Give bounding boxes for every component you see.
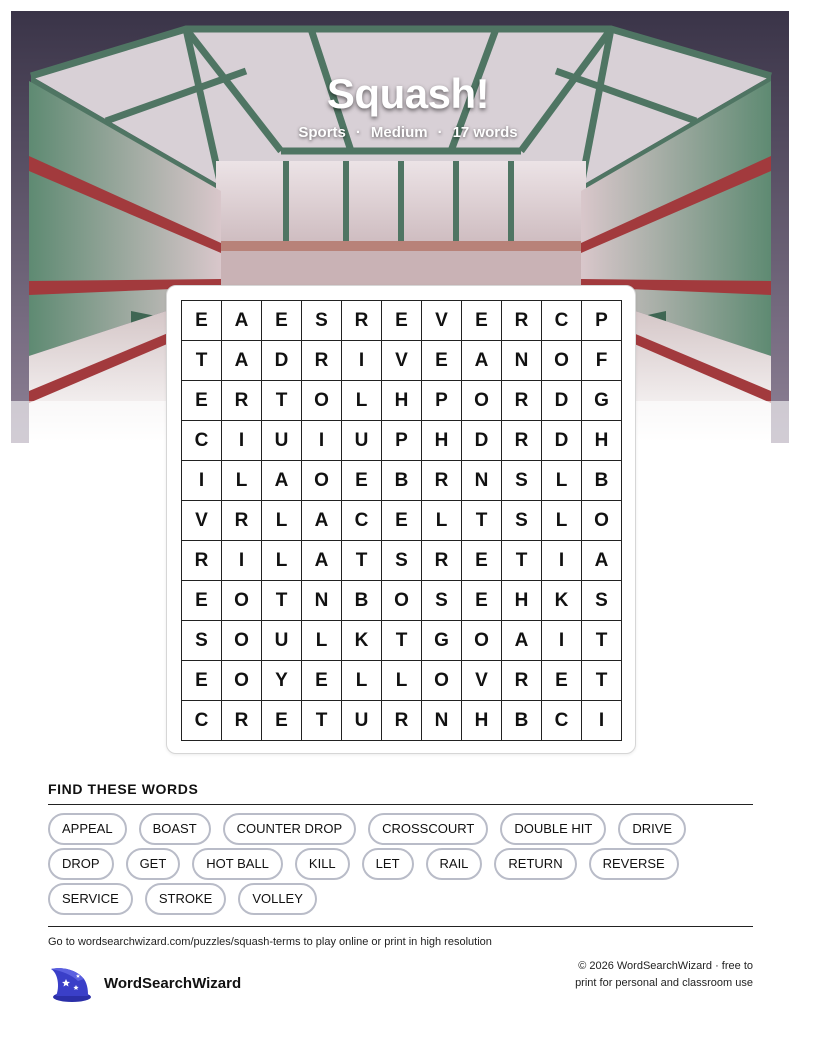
grid-cell[interactable]: A [302, 501, 342, 541]
grid-cell[interactable]: R [502, 381, 542, 421]
grid-cell[interactable]: O [382, 581, 422, 621]
grid-cell[interactable]: L [342, 661, 382, 701]
grid-cell[interactable]: H [382, 381, 422, 421]
copyright-text: © 2026 WordSearchWizard · free to print for personal and classroom use [575, 960, 753, 989]
grid-cell[interactable]: I [582, 701, 622, 741]
grid-cell[interactable]: A [222, 301, 262, 341]
grid-cell[interactable]: H [502, 581, 542, 621]
grid-cell[interactable]: S [502, 501, 542, 541]
grid-cell[interactable]: L [342, 381, 382, 421]
grid-cell[interactable]: K [342, 621, 382, 661]
separator-dot: · [355, 124, 361, 141]
grid-cell[interactable]: E [182, 581, 222, 621]
difficulty-label: Medium [370, 124, 428, 141]
grid-cell[interactable]: I [222, 541, 262, 581]
grid-cell[interactable]: R [502, 301, 542, 341]
grid-cell[interactable]: E [422, 341, 462, 381]
grid-cell[interactable]: R [382, 701, 422, 741]
grid-cell[interactable]: U [342, 421, 382, 461]
grid-cell[interactable]: O [542, 341, 582, 381]
letter-grid [181, 300, 622, 741]
grid-cell[interactable]: R [502, 661, 542, 701]
word-chip: APPEAL [48, 813, 127, 845]
brand [48, 963, 241, 1003]
category-label: Sports [298, 124, 346, 141]
grid-cell[interactable]: S [302, 301, 342, 341]
grid-cell[interactable]: E [542, 661, 582, 701]
grid-cell[interactable]: I [302, 421, 342, 461]
grid-cell[interactable]: O [302, 461, 342, 501]
grid-cell[interactable]: S [502, 461, 542, 501]
grid-cell[interactable]: R [182, 541, 222, 581]
grid-cell[interactable]: R [222, 701, 262, 741]
grid-cell[interactable]: D [542, 381, 582, 421]
grid-cell[interactable]: S [422, 581, 462, 621]
grid-cell[interactable]: S [182, 621, 222, 661]
grid-cell[interactable]: O [222, 621, 262, 661]
grid-cell[interactable]: A [302, 541, 342, 581]
wizard-hat-icon [48, 963, 92, 1003]
grid-cell[interactable]: H [422, 421, 462, 461]
grid-cell[interactable]: T [182, 341, 222, 381]
grid-cell[interactable]: A [582, 541, 622, 581]
grid-cell[interactable]: R [222, 501, 262, 541]
word-chip: RETURN [494, 848, 576, 880]
grid-cell[interactable]: S [382, 541, 422, 581]
grid-cell[interactable]: C [342, 501, 382, 541]
grid-cell[interactable]: D [462, 421, 502, 461]
grid-cell[interactable]: U [262, 621, 302, 661]
grid-cell[interactable]: P [582, 301, 622, 341]
grid-cell[interactable]: I [542, 621, 582, 661]
grid-cell[interactable]: B [502, 701, 542, 741]
puzzle-meta [0, 124, 816, 141]
grid-cell[interactable]: E [302, 661, 342, 701]
grid-cell[interactable]: D [542, 421, 582, 461]
grid-cell[interactable]: T [262, 581, 302, 621]
grid-cell[interactable]: V [422, 301, 462, 341]
grid-cell[interactable]: V [382, 341, 422, 381]
grid-cell[interactable]: E [182, 301, 222, 341]
word-chips [48, 805, 753, 915]
grid-cell[interactable]: B [342, 581, 382, 621]
grid-cell[interactable]: I [342, 341, 382, 381]
grid-cell[interactable]: L [382, 661, 422, 701]
grid-cell[interactable]: E [262, 701, 302, 741]
grid-cell[interactable]: C [542, 701, 582, 741]
word-chip: DROP [48, 848, 114, 880]
grid-cell[interactable]: T [582, 661, 622, 701]
grid-cell[interactable]: L [262, 541, 302, 581]
word-count-label: 17 words [452, 124, 518, 141]
word-chip: GET [126, 848, 181, 880]
word-chip: VOLLEY [238, 883, 317, 915]
grid-cell[interactable]: T [342, 541, 382, 581]
grid-cell[interactable]: V [462, 661, 502, 701]
grid-cell[interactable]: I [542, 541, 582, 581]
grid-cell[interactable]: B [382, 461, 422, 501]
word-chip: DRIVE [618, 813, 686, 845]
grid-cell[interactable]: T [462, 501, 502, 541]
grid-cell[interactable]: E [182, 661, 222, 701]
grid-cell[interactable]: I [222, 421, 262, 461]
puzzle-title: Squash! [326, 70, 490, 117]
grid-cell[interactable]: Y [262, 661, 302, 701]
footer-link-text: Go to wordsearchwizard.com/puzzles/squash-terms to play online or print in high resolution [48, 936, 492, 948]
grid-cell[interactable]: R [422, 541, 462, 581]
grid-cell[interactable]: N [502, 341, 542, 381]
title-block [0, 70, 816, 141]
grid-cell[interactable]: S [582, 581, 622, 621]
grid-cell[interactable]: P [382, 421, 422, 461]
grid-cell[interactable]: R [502, 421, 542, 461]
word-chip: DOUBLE HIT [500, 813, 606, 845]
grid-cell[interactable]: O [422, 661, 462, 701]
grid-cell[interactable]: I [182, 461, 222, 501]
grid-cell[interactable]: N [302, 581, 342, 621]
grid-cell[interactable]: U [262, 421, 302, 461]
grid-cell[interactable]: E [342, 461, 382, 501]
grid-cell[interactable]: O [222, 581, 262, 621]
word-chip: KILL [295, 848, 350, 880]
grid-cell[interactable]: N [422, 701, 462, 741]
grid-cell[interactable]: O [302, 381, 342, 421]
grid-cell[interactable]: E [382, 301, 422, 341]
brand-name: WordSearchWizard [104, 974, 242, 992]
word-chip: STROKE [145, 883, 226, 915]
word-chip: REVERSE [589, 848, 679, 880]
grid-cell[interactable]: G [582, 381, 622, 421]
grid-cell[interactable]: L [262, 501, 302, 541]
word-chip: COUNTER DROP [223, 813, 356, 845]
word-list-section [48, 781, 753, 915]
word-chip: HOT BALL [192, 848, 283, 880]
grid-cell[interactable]: G [422, 621, 462, 661]
grid-cell[interactable]: P [422, 381, 462, 421]
grid-cell[interactable]: L [542, 461, 582, 501]
grid-cell[interactable]: U [342, 701, 382, 741]
grid-cell[interactable]: O [462, 381, 502, 421]
grid-cell[interactable]: V [182, 501, 222, 541]
footer-divider [48, 926, 753, 927]
grid-cell[interactable]: L [302, 621, 342, 661]
grid-cell[interactable]: D [262, 341, 302, 381]
grid-cell[interactable]: A [222, 341, 262, 381]
grid-cell[interactable]: A [502, 621, 542, 661]
grid-cell[interactable]: T [502, 541, 542, 581]
grid-cell[interactable]: R [302, 341, 342, 381]
grid-cell[interactable]: R [342, 301, 382, 341]
puzzle-card [166, 285, 636, 754]
grid-cell[interactable]: E [462, 301, 502, 341]
grid-cell[interactable]: T [382, 621, 422, 661]
grid-cell[interactable]: E [262, 301, 302, 341]
grid-cell[interactable]: F [582, 341, 622, 381]
grid-cell[interactable]: O [222, 661, 262, 701]
grid-cell[interactable]: E [462, 581, 502, 621]
grid-cell[interactable]: O [582, 501, 622, 541]
grid-cell[interactable]: O [462, 621, 502, 661]
grid-cell[interactable]: R [222, 381, 262, 421]
grid-cell[interactable]: L [422, 501, 462, 541]
grid-cell[interactable]: C [182, 421, 222, 461]
grid-cell[interactable]: E [182, 381, 222, 421]
word-list-heading: FIND THESE WORDS [48, 781, 753, 805]
grid-cell[interactable]: B [582, 461, 622, 501]
grid-cell[interactable]: E [462, 541, 502, 581]
grid-cell[interactable]: R [422, 461, 462, 501]
grid-cell[interactable]: H [462, 701, 502, 741]
grid-cell[interactable]: L [222, 461, 262, 501]
separator-dot: · [437, 124, 443, 141]
grid-cell[interactable]: N [462, 461, 502, 501]
grid-cell[interactable]: K [542, 581, 582, 621]
grid-cell[interactable]: C [542, 301, 582, 341]
grid-cell[interactable]: C [182, 701, 222, 741]
grid-cell[interactable]: A [262, 461, 302, 501]
word-chip: BOAST [139, 813, 211, 845]
grid-cell[interactable]: T [262, 381, 302, 421]
grid-cell[interactable]: A [462, 341, 502, 381]
grid-cell[interactable]: H [582, 421, 622, 461]
grid-cell[interactable]: T [302, 701, 342, 741]
word-chip: RAIL [426, 848, 483, 880]
word-chip: SERVICE [48, 883, 133, 915]
grid-cell[interactable]: E [382, 501, 422, 541]
word-chip: LET [362, 848, 414, 880]
grid-cell[interactable]: T [582, 621, 622, 661]
grid-cell[interactable]: L [542, 501, 582, 541]
word-chip: CROSSCOURT [368, 813, 488, 845]
